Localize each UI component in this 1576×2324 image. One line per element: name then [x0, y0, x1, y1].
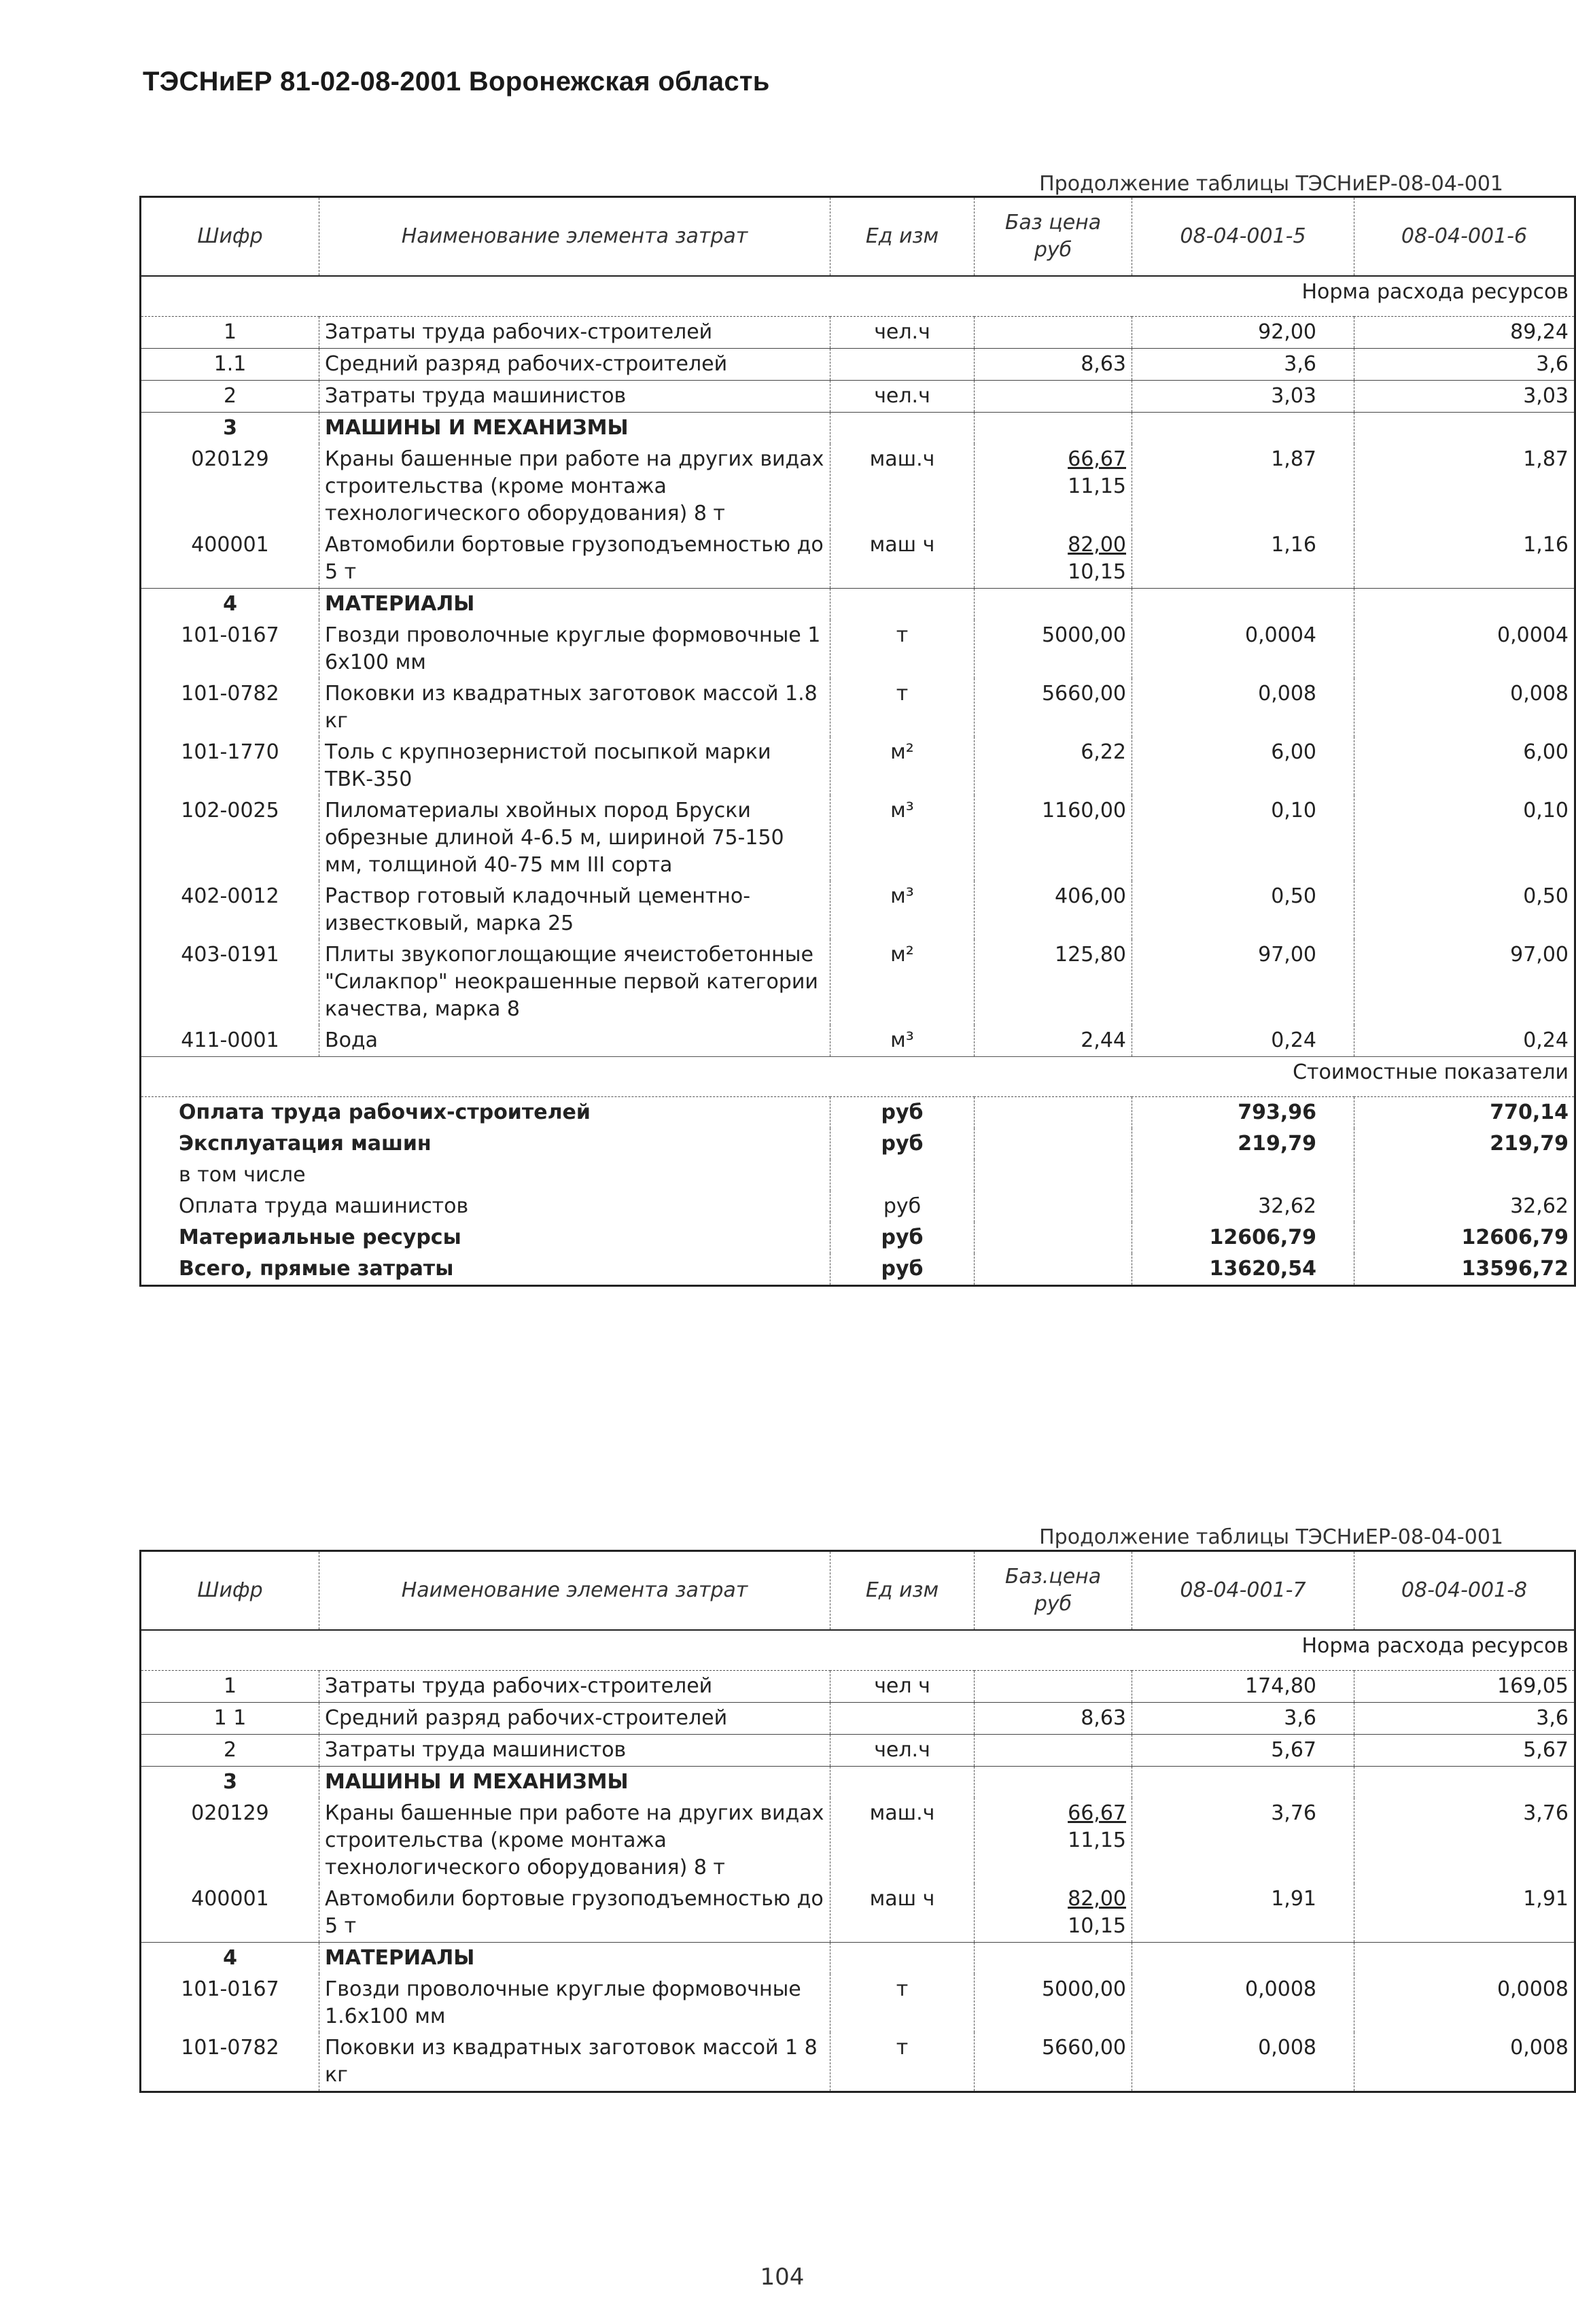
row-unit	[830, 1767, 975, 1799]
resource-table-2	[139, 1550, 1576, 2093]
row-unit	[830, 589, 975, 621]
row-price-value: 5660,00	[1041, 682, 1126, 706]
summary-price-empty	[975, 1097, 1132, 1129]
row-unit: чел.ч	[830, 381, 975, 413]
summary-value-b: 32,62	[1354, 1191, 1575, 1222]
summary-label: Материальные ресурсы	[179, 1226, 461, 1249]
table-row	[141, 317, 1575, 349]
price-header-line1: Баз цена	[1004, 211, 1102, 235]
row-price	[975, 413, 1132, 445]
row-value-b: 169,05	[1354, 1671, 1575, 1703]
row-name: Гвозди проволочные круглые формовочные 1.6х100 мм	[319, 1974, 830, 2032]
summary-value-a: 13620,54	[1132, 1253, 1354, 1286]
page-title: ТЭСНиЕР 81-02-08-2001 Воронежская область	[143, 67, 770, 97]
row-unit: маш.ч	[830, 1798, 975, 1884]
summary-value-b: 12606,79	[1354, 1222, 1575, 1253]
summary-row	[141, 1128, 1575, 1160]
row-unit: чел.ч	[830, 1735, 975, 1767]
row-value-a: 3,76	[1132, 1798, 1354, 1884]
row-code: 411-0001	[181, 1028, 279, 1052]
norm-band-row	[141, 1630, 1575, 1671]
row-value-a: 0,0004	[1132, 620, 1354, 678]
table-row	[141, 1671, 1575, 1703]
row-value-b	[1354, 1943, 1575, 1975]
summary-row	[141, 1160, 1575, 1191]
table-row	[141, 2032, 1575, 2092]
row-code: 4	[141, 1943, 319, 1975]
row-value-b: 3,03	[1354, 381, 1575, 413]
row-value-b: 3,76	[1354, 1798, 1575, 1884]
row-code: 020129	[191, 1801, 269, 1825]
summary-unit	[830, 1160, 975, 1191]
col-unit-header: Ед изм	[830, 1551, 975, 1631]
row-price	[975, 881, 1132, 939]
row-price	[975, 1884, 1132, 1943]
row-code: 403-0191	[181, 943, 279, 967]
cost-band-row	[141, 1057, 1575, 1097]
row-code: 4	[141, 589, 319, 621]
row-price	[975, 737, 1132, 795]
row-value-b: 0,10	[1354, 795, 1575, 881]
row-name: Раствор готовый кладочный цементно-известковый, марка 25	[319, 881, 830, 939]
row-code: 101-0167	[181, 1977, 279, 2001]
row-code: 2	[141, 1735, 319, 1767]
row-value-b: 0,24	[1354, 1025, 1575, 1057]
resource-table-1	[139, 196, 1576, 1287]
row-name: Автомобили бортовые грузоподъемностью до 5 т	[319, 1884, 830, 1943]
row-value-a: 1,87	[1132, 444, 1354, 530]
row-value-b: 1,91	[1354, 1884, 1575, 1943]
row-price	[975, 589, 1132, 621]
summary-value-b	[1354, 1160, 1575, 1191]
row-value-b: 3,6	[1354, 349, 1575, 381]
row-unit: м³	[830, 881, 975, 939]
page-number: 104	[760, 2264, 805, 2291]
row-value-b: 5,67	[1354, 1735, 1575, 1767]
summary-price-empty	[975, 1222, 1132, 1253]
table-body-1	[141, 276, 1575, 1286]
row-code: 1.1	[141, 349, 319, 381]
row-value-b: 0,008	[1354, 2032, 1575, 2092]
summary-unit: руб	[830, 1253, 975, 1286]
col-code-header: Шифр	[141, 1551, 319, 1631]
row-value-b: 0,0008	[1354, 1974, 1575, 2032]
price-header-line1: Баз.цена	[1004, 1565, 1102, 1589]
row-price-value: 5660,00	[1041, 2036, 1126, 2060]
row-code: 402-0012	[181, 884, 279, 908]
row-price	[975, 1974, 1132, 2032]
col-b-header: 08-04-001-8	[1354, 1551, 1575, 1631]
continuation-caption-1: Продолжение таблицы ТЭСНиЕР-08-04-001	[1039, 172, 1503, 196]
table-row	[141, 1974, 1575, 2032]
table-row	[141, 620, 1575, 678]
col-price-header	[975, 197, 1132, 277]
summary-label: Оплата труда машинистов	[179, 1194, 469, 1218]
row-code: 3	[141, 413, 319, 445]
row-code: 3	[141, 1767, 319, 1799]
row-unit: т	[830, 678, 975, 737]
row-value-a: 0,0008	[1132, 1974, 1354, 2032]
summary-price-empty	[975, 1253, 1132, 1286]
row-price	[975, 317, 1132, 349]
row-value-a: 6,00	[1132, 737, 1354, 795]
norm-band-label: Норма расхода ресурсов	[141, 276, 1575, 317]
summary-price-empty	[975, 1160, 1132, 1191]
row-name: МАТЕРИАЛЫ	[319, 589, 830, 621]
row-value-a: 1,91	[1132, 1884, 1354, 1943]
row-name: Поковки из квадратных заготовок массой 1 8 кг	[319, 2032, 830, 2092]
row-unit	[830, 413, 975, 445]
row-price	[975, 939, 1132, 1025]
row-price-value: 5000,00	[1041, 1977, 1126, 2001]
row-name: Гвозди проволочные круглые формовочные 1 6х100 мм	[319, 620, 830, 678]
summary-price-empty	[975, 1128, 1132, 1160]
summary-price-empty	[975, 1191, 1132, 1222]
row-price	[975, 678, 1132, 737]
row-price-value: 406,00	[1055, 884, 1126, 908]
row-price-secondary: 10,15	[1068, 1914, 1126, 1938]
row-value-a	[1132, 413, 1354, 445]
summary-label: Эксплуатация машин	[179, 1132, 432, 1156]
row-code: 102-0025	[181, 799, 279, 822]
summary-value-b: 13596,72	[1354, 1253, 1575, 1286]
row-unit: т	[830, 1974, 975, 2032]
row-unit: маш ч	[830, 1884, 975, 1943]
row-name: Краны башенные при работе на других видах строительства (кроме монтажа технологического оборудования) 8 т	[319, 1798, 830, 1884]
row-price	[975, 1703, 1132, 1735]
summary-unit: руб	[830, 1191, 975, 1222]
col-a-header: 08-04-001-7	[1132, 1551, 1354, 1631]
row-price-value: 6,22	[1081, 740, 1126, 764]
row-price	[975, 1671, 1132, 1703]
row-value-b	[1354, 589, 1575, 621]
row-value-a	[1132, 589, 1354, 621]
row-value-a: 3,6	[1132, 349, 1354, 381]
row-price-value: 5000,00	[1041, 623, 1126, 647]
row-price	[975, 795, 1132, 881]
table-row	[141, 1884, 1575, 1943]
row-name: Краны башенные при работе на других видах строительства (кроме монтажа технологического оборудования) 8 т	[319, 444, 830, 530]
summary-label: в том числе	[179, 1163, 306, 1187]
summary-unit: руб	[830, 1128, 975, 1160]
row-price	[975, 2032, 1132, 2092]
row-value-b: 97,00	[1354, 939, 1575, 1025]
row-price-secondary: 10,15	[1068, 560, 1126, 584]
row-price	[975, 1735, 1132, 1767]
row-name: Средний разряд рабочих-строителей	[319, 349, 830, 381]
summary-label: Всего, прямые затраты	[179, 1257, 454, 1281]
summary-value-b: 770,14	[1354, 1097, 1575, 1129]
row-code: 1	[223, 320, 237, 344]
row-value-b: 3,6	[1354, 1703, 1575, 1735]
row-name: Средний разряд рабочих-строителей	[319, 1703, 830, 1735]
table-header-row	[141, 1551, 1575, 1631]
row-value-a: 97,00	[1132, 939, 1354, 1025]
row-price	[975, 1798, 1132, 1884]
table-row	[141, 678, 1575, 737]
row-code: 1	[223, 1674, 237, 1698]
row-value-a: 0,008	[1132, 2032, 1354, 2092]
row-name: Пиломатериалы хвойных пород Бруски обрезные длиной 4-6.5 м, шириной 75-150 мм, толщиной 40-75 мм III сорта	[319, 795, 830, 881]
row-value-b: 0,0004	[1354, 620, 1575, 678]
row-unit	[830, 1943, 975, 1975]
row-code: 101-0782	[181, 682, 279, 706]
row-value-a: 3,03	[1132, 381, 1354, 413]
row-code: 020129	[191, 447, 269, 471]
row-value-b	[1354, 1767, 1575, 1799]
summary-value-b: 219,79	[1354, 1128, 1575, 1160]
summary-value-a: 12606,79	[1132, 1222, 1354, 1253]
table-body-2	[141, 1630, 1575, 2092]
table-row	[141, 1735, 1575, 1767]
cost-band-label: Стоимостные показатели	[141, 1057, 1575, 1097]
col-price-header	[975, 1551, 1132, 1631]
row-value-b	[1354, 413, 1575, 445]
table-row	[141, 381, 1575, 413]
row-price-value: 8,63	[1081, 352, 1126, 376]
table-row	[141, 444, 1575, 530]
row-unit: т	[830, 620, 975, 678]
row-value-b: 1,16	[1354, 530, 1575, 589]
row-value-b: 0,50	[1354, 881, 1575, 939]
row-value-a: 174,80	[1132, 1671, 1354, 1703]
row-price	[975, 381, 1132, 413]
row-name: Плиты звукопоглощающие ячеистобетонные "Силакпор" неокрашенные первой категории качества, марка 8	[319, 939, 830, 1025]
norm-band-row	[141, 276, 1575, 317]
table-row	[141, 939, 1575, 1025]
row-unit	[830, 349, 975, 381]
row-value-a	[1132, 1943, 1354, 1975]
row-unit: чел.ч	[830, 317, 975, 349]
row-unit	[830, 1703, 975, 1735]
row-value-a: 0,008	[1132, 678, 1354, 737]
row-price-value: 66,67	[1068, 1801, 1126, 1825]
row-price	[975, 1943, 1132, 1975]
row-unit: чел ч	[830, 1671, 975, 1703]
row-unit: маш.ч	[830, 444, 975, 530]
row-value-a: 92,00	[1132, 317, 1354, 349]
row-price	[975, 444, 1132, 530]
row-price	[975, 620, 1132, 678]
table-row	[141, 589, 1575, 621]
table-row	[141, 349, 1575, 381]
norm-band-label: Норма расхода ресурсов	[141, 1630, 1575, 1671]
row-price-value: 125,80	[1055, 943, 1126, 967]
row-name: Затраты труда машинистов	[319, 381, 830, 413]
table-row	[141, 1767, 1575, 1799]
row-value-a: 3,6	[1132, 1703, 1354, 1735]
row-unit: маш ч	[830, 530, 975, 589]
summary-unit: руб	[830, 1097, 975, 1129]
row-unit: м³	[830, 795, 975, 881]
table-row	[141, 530, 1575, 589]
col-code-header: Шифр	[141, 197, 319, 277]
summary-row	[141, 1097, 1575, 1129]
row-value-a	[1132, 1767, 1354, 1799]
row-code: 1 1	[141, 1703, 319, 1735]
row-code: 2	[141, 381, 319, 413]
summary-label: Оплата труда рабочих-строителей	[179, 1100, 591, 1124]
row-code: 101-1770	[181, 740, 279, 764]
table-row	[141, 413, 1575, 445]
summary-row	[141, 1253, 1575, 1286]
row-value-a: 0,50	[1132, 881, 1354, 939]
row-name: Затраты труда машинистов	[319, 1735, 830, 1767]
summary-value-a: 32,62	[1132, 1191, 1354, 1222]
row-name: Вода	[319, 1025, 830, 1057]
row-name: Толь с крупнозернистой посыпкой марки ТВК-350	[319, 737, 830, 795]
summary-value-a: 219,79	[1132, 1128, 1354, 1160]
continuation-caption-2: Продолжение таблицы ТЭСНиЕР-08-04-001	[1039, 1525, 1503, 1549]
row-code: 400001	[191, 533, 269, 557]
summary-value-a	[1132, 1160, 1354, 1191]
price-header-line2: руб	[1034, 1592, 1072, 1616]
summary-row	[141, 1191, 1575, 1222]
row-name: Автомобили бортовые грузоподъемностью до 5 т	[319, 530, 830, 589]
row-price-secondary: 11,15	[1068, 474, 1126, 498]
row-code: 101-0782	[181, 2036, 279, 2060]
table-row	[141, 1798, 1575, 1884]
row-unit: т	[830, 2032, 975, 2092]
row-value-b: 6,00	[1354, 737, 1575, 795]
col-name-header: Наименование элемента затрат	[319, 197, 830, 277]
table-row	[141, 1025, 1575, 1057]
row-price-secondary: 11,15	[1068, 1828, 1126, 1852]
table-row	[141, 795, 1575, 881]
table-row	[141, 881, 1575, 939]
col-unit-header: Ед изм	[830, 197, 975, 277]
row-name: МАТЕРИАЛЫ	[319, 1943, 830, 1975]
row-name: Затраты труда рабочих-строителей	[319, 317, 830, 349]
row-price	[975, 349, 1132, 381]
table-header-row	[141, 197, 1575, 277]
row-price-value: 66,67	[1068, 447, 1126, 471]
row-value-b: 0,008	[1354, 678, 1575, 737]
row-unit: м²	[830, 737, 975, 795]
summary-row	[141, 1222, 1575, 1253]
row-name: МАШИНЫ И МЕХАНИЗМЫ	[319, 1767, 830, 1799]
row-value-b: 89,24	[1354, 317, 1575, 349]
row-price-value: 2,44	[1081, 1028, 1126, 1052]
summary-unit: руб	[830, 1222, 975, 1253]
row-name: Затраты труда рабочих-строителей	[319, 1671, 830, 1703]
row-name: МАШИНЫ И МЕХАНИЗМЫ	[319, 413, 830, 445]
price-header-line2: руб	[1034, 238, 1072, 262]
row-price-value: 82,00	[1068, 533, 1126, 557]
table-row	[141, 1943, 1575, 1975]
row-value-a: 1,16	[1132, 530, 1354, 589]
row-code: 101-0167	[181, 623, 279, 647]
summary-value-a: 793,96	[1132, 1097, 1354, 1129]
row-price-value: 1160,00	[1041, 799, 1126, 822]
row-code: 400001	[191, 1887, 269, 1911]
col-b-header: 08-04-001-6	[1354, 197, 1575, 277]
table-row	[141, 1703, 1575, 1735]
row-price	[975, 1025, 1132, 1057]
row-value-a: 5,67	[1132, 1735, 1354, 1767]
row-price	[975, 530, 1132, 589]
row-price-value: 8,63	[1081, 1706, 1126, 1730]
row-price-value: 82,00	[1068, 1887, 1126, 1911]
row-value-a: 0,10	[1132, 795, 1354, 881]
col-name-header: Наименование элемента затрат	[319, 1551, 830, 1631]
row-unit: м³	[830, 1025, 975, 1057]
row-value-b: 1,87	[1354, 444, 1575, 530]
row-unit: м²	[830, 939, 975, 1025]
table-row	[141, 737, 1575, 795]
row-price	[975, 1767, 1132, 1799]
row-name: Поковки из квадратных заготовок массой 1.8 кг	[319, 678, 830, 737]
col-a-header: 08-04-001-5	[1132, 197, 1354, 277]
row-value-a: 0,24	[1132, 1025, 1354, 1057]
